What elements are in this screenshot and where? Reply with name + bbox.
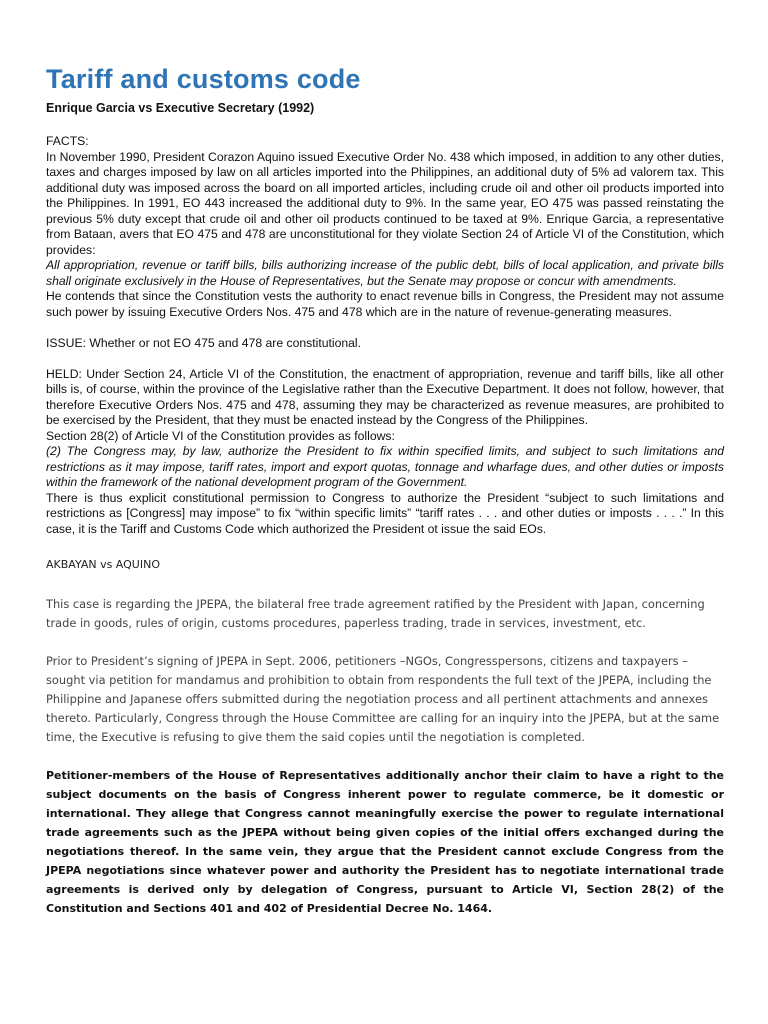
held-quote xyxy=(46,444,724,491)
facts-paragraph-1: In November 1990, President Corazon Aquino issued Executive Order No. 438 which imposed, in addition to any other duties, taxes and charges imposed by law on all articles imported into the Philippines, an additional duty of 5% ad valorem tax. This additional duty was imposed across the board on all imported articles, including crude oil and other oil products imported into the Philippines. In 1991, EO 443 increased the additional duty to 9%. In the same year, EO 475 was passed reinstating the previous 5% duty except that crude oil and other oil products continued to be taxed at 9%. Enrique Garcia, a representative from Bataan, avers that EO 475 and 478 are unconstitutional for they violate Section 24 of Article VI of the Constitution, which provides: xyxy=(46,149,724,257)
spacer xyxy=(46,351,724,367)
spacer xyxy=(46,574,724,595)
spacer xyxy=(46,747,724,766)
case2-heading: AKBAYAN vs AQUINO xyxy=(46,558,160,571)
issue-paragraph: ISSUE: Whether or not EO 475 and 478 are constitutional. xyxy=(46,335,362,350)
case2-body xyxy=(46,556,724,918)
case2-paragraph-1: This case is regarding the JPEPA, the bilateral free trade agreement ratified by the President with Japan, concerning trade in goods, rules of origin, customs procedures, paperless trading, trade in services, investment, etc. xyxy=(46,597,705,630)
page-title: Tariff and customs code xyxy=(46,64,361,94)
held-paragraph-3: There is thus explicit constitutional permission to Congress to authorize the President “subject to such limitations and restrictions as [Congress] may impose” to fix “within specific limits” “tariff rates . . . and other duties or imposts . . . .” In this case, it is the Tariff and Customs Code which authorized the President ot issue the said EOs. xyxy=(46,490,724,536)
held-quote-text: (2) The Congress may, by law, authorize the President to fix within specified limits, and subject to such limitations and restrictions as it may impose, tariff rates, import and export quotas, tonnage and wharfage dues, and other duties or imposts within the framework of the national development program of the Government. xyxy=(46,444,724,489)
facts-label: FACTS: xyxy=(46,134,89,148)
facts-paragraph-2: He contends that since the Constitution vests the authority to enact revenue bills in Congress, the President may not assume such power by issuing Executive Orders Nos. 475 and 478 which are in the nature of revenue-generating measures. xyxy=(46,289,724,319)
held-paragraph-2: Section 28(2) of Article VI of the Constitution provides as follows: xyxy=(46,428,395,443)
case2-paragraph-2: Prior to President’s signing of JPEPA in Sept. 2006, petitioners –NGOs, Congresspersons, citizens and taxpayers – sought via petition for mandamus and prohibition to obtain from respondents the full text of the JPEPA, including the Philippine and Japanese offers submitted during the negotiation process and all pertinent attachments and annexes thereto. Particularly, Congress through the House Committee are calling for an inquiry into the JPEPA, but at the same time, the Executive is refusing to give them the said copies until the negotiation is completed. xyxy=(46,654,720,744)
held-paragraph-1: HELD: Under Section 24, Article VI of the Constitution, the enactment of appropriation, revenue and tariff bills, like all other bills is, of course, within the province of the Legislative rather than the Executive Department. It does not follow, however, that therefore Executive Orders Nos. 475 and 478, assuming they may be characterized as revenue measures, are prohibited to be exercised by the President, that they must be enacted instead by the Congress of the Philippines. xyxy=(46,366,724,427)
spacer xyxy=(46,320,724,336)
facts-quote xyxy=(46,258,724,289)
facts-quote-text: All appropriation, revenue or tariff bills, bills authorizing increase of the public debt, bills of local application, and private bills shall originate exclusively in the House of Representatives, but the Senate may propose or concur with amendments. xyxy=(46,258,724,288)
case1-body xyxy=(46,134,724,537)
spacer xyxy=(46,633,724,652)
case2-paragraph-3: Petitioner-members of the House of Representatives additionally anchor their claim to have a right to the subject documents on the basis of Congress inherent power to regulate commerce, be it domestic or international. They allege that Congress cannot meaningfully exercise the power to regulate international trade agreements such as the JPEPA without being given copies of the initial offers exchanged during the negotiations thereof. In the same vein, they argue that the President cannot exclude Congress from the JPEPA negotiations since whatever power and authority the President has to negotiate international trade agreements is derived only by delegation of Congress, pursuant to Article VI, Section 28(2) of the Constitution and Sections 401 and 402 of Presidential Decree No. 1464. xyxy=(46,769,724,915)
case1-heading: Enrique Garcia vs Executive Secretary (1992) xyxy=(46,101,315,115)
